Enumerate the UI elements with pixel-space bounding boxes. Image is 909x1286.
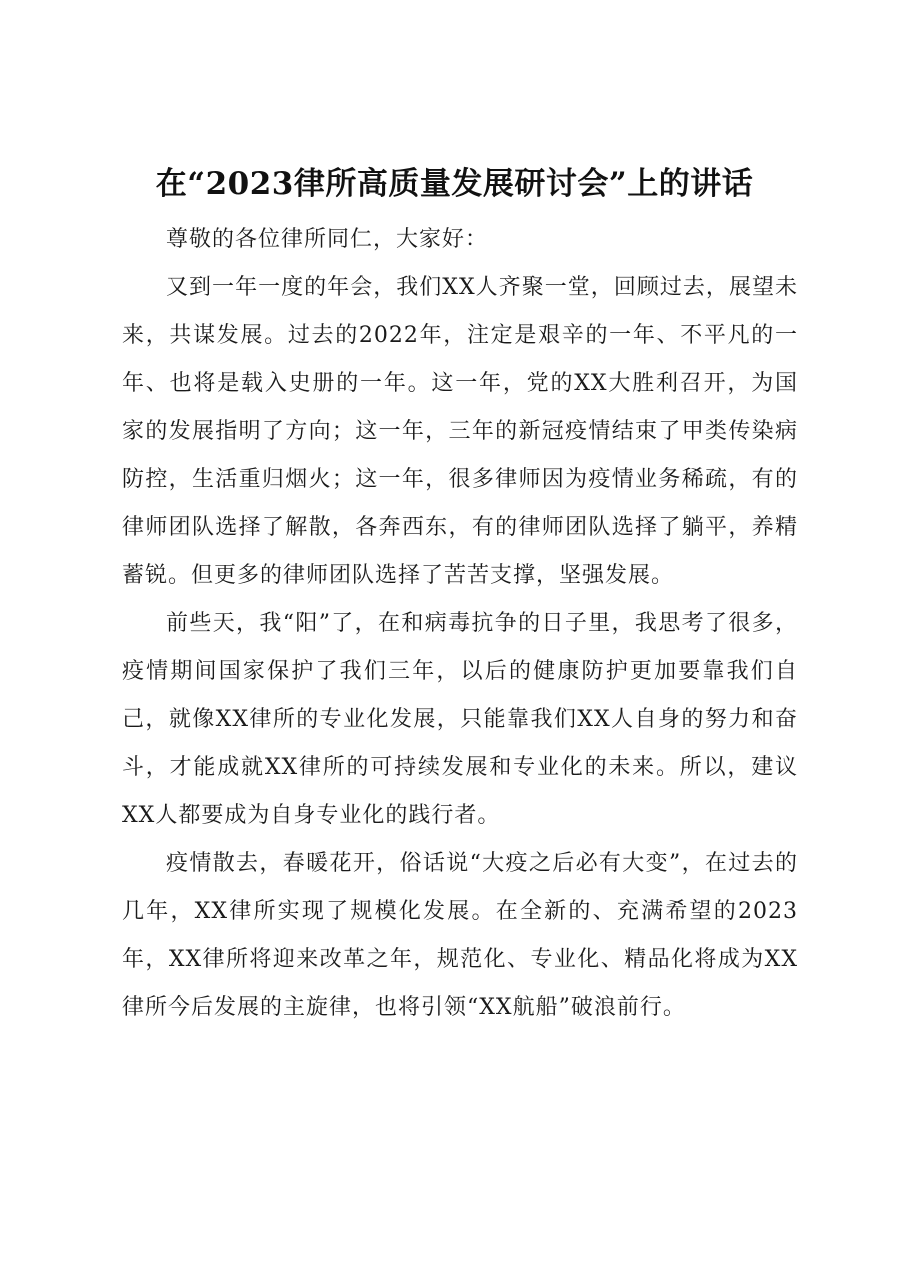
- paragraph-outlook-2023: 疫情散去，春暖花开，俗话说“大疫之后必有大变”，在过去的几年，XX律所实现了规模化发展。在全新的、充满希望的2023年，XX律所将迎来改革之年，规范化、专业化、精品化将成为XX律所今后发展的主旋律，也将引领“XX航船”破浪前行。: [122, 851, 798, 1020]
- document-title: 在“2023律所高质量发展研讨会”上的讲话: [155, 166, 754, 202]
- document-body: [122, 216, 798, 1032]
- paragraph-greeting: 尊敬的各位律所同仁，大家好：: [166, 227, 489, 252]
- paragraph-reflection: 前些天，我“阳”了，在和病毒抗争的日子里，我思考了很多，疫情期间国家保护了我们三年，以后的健康防护更加要靠我们自己，就像XX律所的专业化发展，只能靠我们XX人自身的努力和奋斗，才能成就XX律所的可持续发展和专业化的未来。所以，建议XX人都要成为自身专业化的践行者。: [122, 611, 798, 828]
- paragraph-review-2022: 又到一年一度的年会，我们XX人齐聚一堂，回顾过去，展望未来，共谋发展。过去的2022年，注定是艰辛的一年、不平凡的一年、也将是载入史册的一年。这一年，党的XX大胜利召开，为国家的发展指明了方向；这一年，三年的新冠疫情结束了甲类传染病防控，生活重归烟火；这一年，很多律师因为疫情业务稀疏，有的律师团队选择了解散，各奔西东，有的律师团队选择了躺平，养精蓄锐。但更多的律师团队选择了苦苦支撑，坚强发展。: [122, 275, 798, 588]
